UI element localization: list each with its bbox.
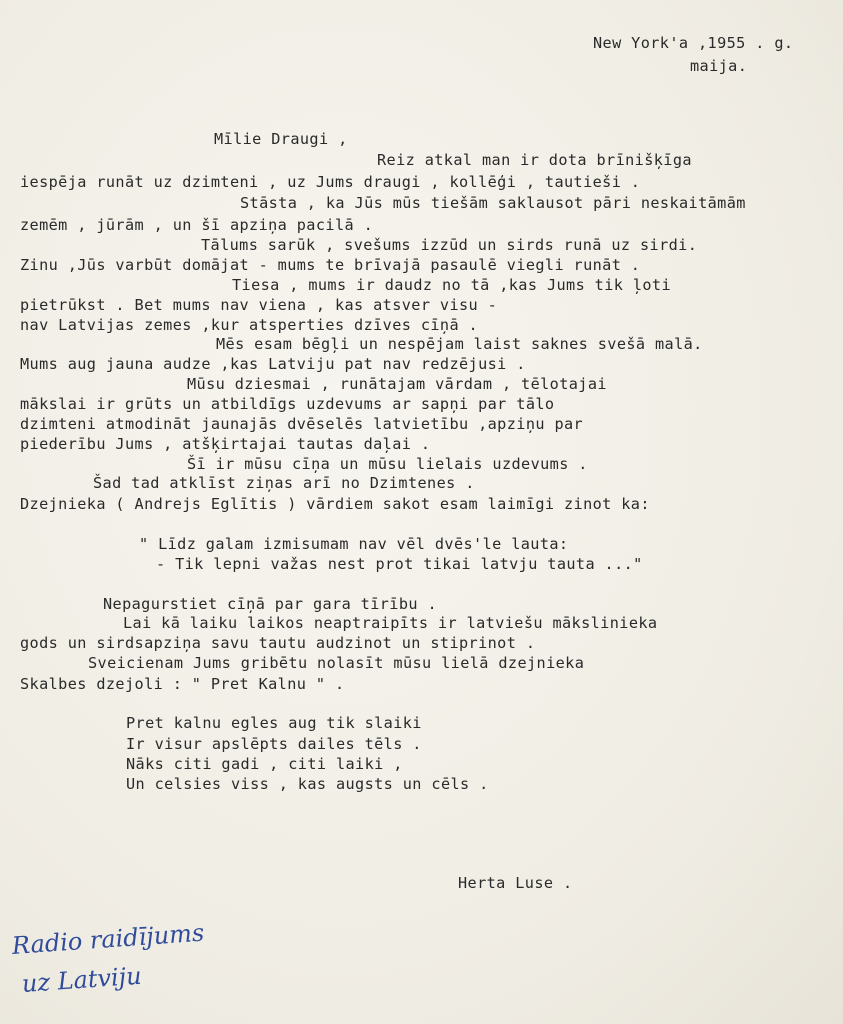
poem-line: Ir visur apslēpts dailes tēls .	[126, 735, 422, 753]
poem-line: Pret kalnu egles aug tik slaiki	[126, 714, 422, 732]
body-line: Mūsu dziesmai , runātajam vārdam , tēlotajai	[187, 375, 607, 393]
signature: Herta Luse .	[458, 874, 573, 892]
body-line: Mēs esam bēgļi un nespējam laist saknes svešā malā.	[216, 335, 703, 353]
body-line: Sveicienam Jums gribētu nolasīt mūsu lielā dzejnieka	[88, 654, 585, 672]
body-line: mākslai ir grūts un atbildīgs uzdevums ar sapņi par tālo	[20, 395, 555, 413]
place-date: New York'a ,1955 . g.	[593, 34, 794, 52]
body-line: Stāsta , ka Jūs mūs tiešām saklausot pāri neskaitāmām	[240, 194, 746, 212]
body-line: Dzejnieka ( Andrejs Eglītis ) vārdiem sakot esam laimīgi zinot ka:	[20, 495, 650, 513]
month: maija.	[690, 57, 748, 75]
quote-line: - Tik lepni važas nest prot tikai latvju tauta ..."	[156, 555, 643, 573]
body-line: Šī ir mūsu cīņa un mūsu lielais uzdevums .	[187, 455, 588, 473]
body-line: piederību Jums , atšķirtajai tautas daļai .	[20, 435, 431, 453]
body-line: zemēm , jūrām , un šī apziņa pacilā .	[20, 216, 374, 234]
body-line: gods un sirdsapziņa savu tautu audzinot un stiprinot .	[20, 634, 536, 652]
body-line: iespēja runāt uz dzimteni , uz Jums draugi , kollēģi , tautieši .	[20, 173, 641, 191]
poem-line: Nāks citi gadi , citi laiki ,	[126, 755, 403, 773]
body-line: dzimteni atmodināt jaunajās dvēselēs latvietību ,apziņu par	[20, 415, 584, 433]
body-line: Nepagurstiet cīņā par gara tīrību .	[103, 595, 438, 613]
body-line: Tālums sarūk , svešums izzūd un sirds runā uz sirdi.	[201, 236, 698, 254]
poem-line: Un celsies viss , kas augsts un cēls .	[126, 775, 489, 793]
body-line: pietrūkst . Bet mums nav viena , kas atsver visu -	[20, 296, 498, 314]
handwritten-note-line2: uz Latviju	[21, 961, 143, 998]
body-line: Reiz atkal man ir dota brīnišķīga	[377, 151, 692, 169]
body-line: nav Latvijas zemes ,kur atsperties dzīves cīņā .	[20, 316, 479, 334]
body-line: Skalbes dzejoli : " Pret Kalnu " .	[20, 675, 345, 693]
body-line: Mums aug jauna audze ,kas Latviju pat nav redzējusi .	[20, 355, 526, 373]
body-line: Šad tad atklīst ziņas arī no Dzimtenes .	[93, 474, 475, 492]
body-line: Tiesa , mums ir daudz no tā ,kas Jums tik ļoti	[232, 276, 672, 294]
salutation: Mīlie Draugi ,	[214, 130, 348, 148]
handwritten-note-line1: Radio raidījums	[11, 918, 206, 960]
body-line: Zinu ,Jūs varbūt domājat - mums te brīvajā pasaulē viegli runāt .	[20, 256, 641, 274]
body-line: Lai kā laiku laikos neaptraipīts ir latviešu mākslinieka	[123, 614, 658, 632]
quote-line: " Līdz galam izmisumam nav vēl dvēs'le lauta:	[139, 535, 569, 553]
